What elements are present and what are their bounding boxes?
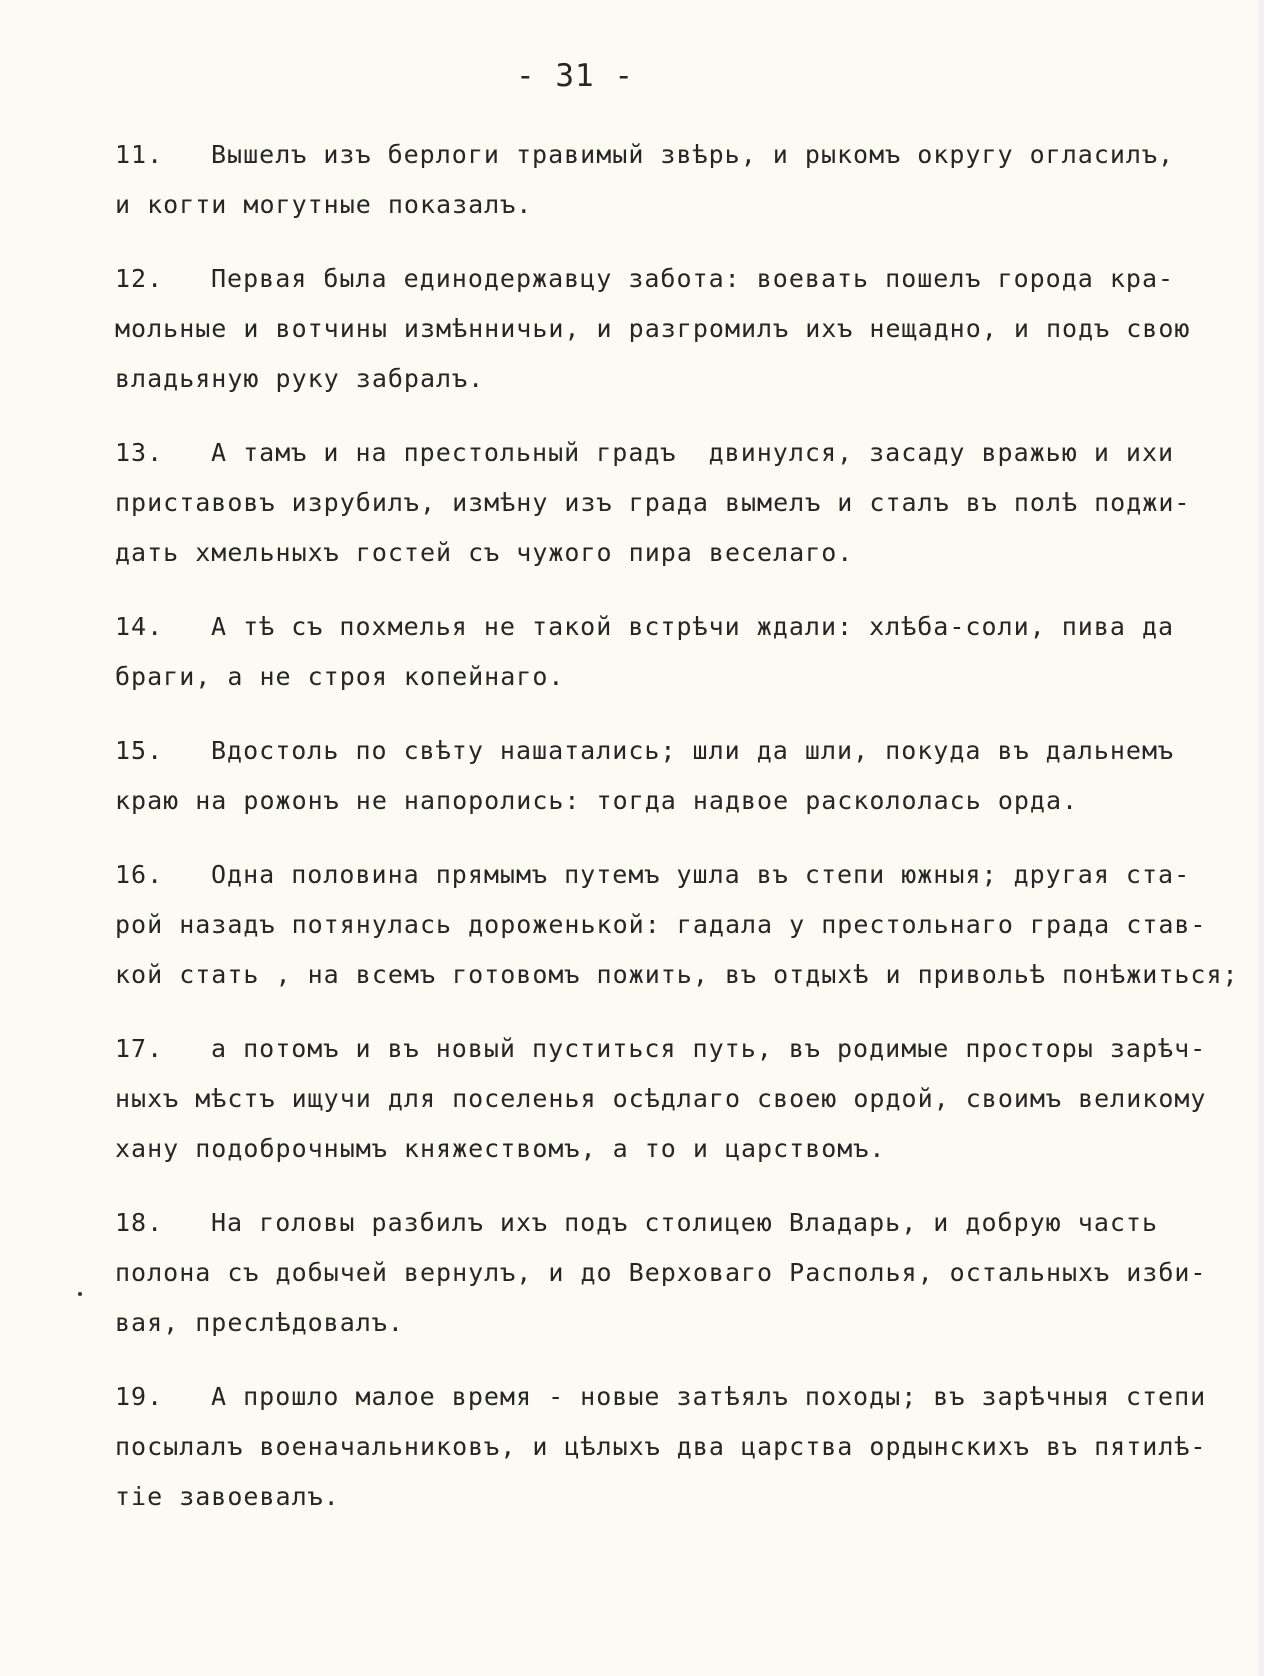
text-line: мольные и вотчины измѣнничьи, и разгромилъ ихъ нещадно, и подъ свою — [115, 314, 1191, 343]
text-line: кой стать , на всемъ готовомъ пожить, въ отдыхѣ и привольѣ понѣжиться; — [115, 960, 1239, 989]
text-line: вая, преслѣдовалъ. — [115, 1308, 404, 1337]
text-line: тіе завоевалъ. — [115, 1482, 340, 1511]
line-text: А тѣ съ похмелья не такой встрѣчи ждали: хлѣба-соли, пива да — [211, 612, 1175, 641]
paragraph-16 — [115, 850, 1240, 1000]
paragraph-number: 14. — [115, 612, 164, 641]
paragraph-17 — [115, 1024, 1240, 1174]
text-line: хану подоброчнымъ княжествомъ, а то и царствомъ. — [115, 1134, 886, 1163]
line-text: Вдостоль по свѣту нашатались; шли да шли, покуда въ дальнемъ — [211, 736, 1175, 765]
text-line: рой назадъ потянулась дороженькой: гадала у престольнаго града став- — [115, 910, 1207, 939]
paragraph-number: 19. — [115, 1382, 164, 1411]
text-line: владьяную руку забралъ. — [115, 364, 485, 393]
line-text: Вышелъ изъ берлоги травимый звѣрь, и рыкомъ округу огласилъ, — [211, 140, 1175, 169]
text-line: ныхъ мѣстъ ищучи для поселенья осѣдлаго своею ордой, своимъ великому — [115, 1084, 1207, 1113]
paragraph-14 — [115, 602, 1240, 702]
text-line — [115, 850, 1240, 900]
text-line: браги, а не строя копейнаго. — [115, 662, 565, 691]
paragraph-number: 17. — [115, 1034, 164, 1063]
text-line — [115, 130, 1240, 180]
line-text: Одна половина прямымъ путемъ ушла въ степи южныя; другая ста- — [211, 860, 1191, 889]
line-text: А тамъ и на престольный градъ двинулся, засаду вражью и ихи — [211, 438, 1175, 467]
text-line — [115, 1372, 1240, 1422]
paragraph-number: 18. — [115, 1208, 164, 1237]
ink-dot — [78, 1292, 82, 1296]
text-line: полона съ добычей вернулъ, и до Верховаго Располья, остальныхъ изби- — [115, 1258, 1207, 1287]
paragraph-number: 16. — [115, 860, 164, 889]
text-line — [115, 254, 1240, 304]
text-line: приставовъ изрубилъ, измѣну изъ града вымелъ и сталъ въ полѣ поджи- — [115, 488, 1191, 517]
line-text: На головы разбилъ ихъ подъ столицею Владарь, и добрую часть — [211, 1208, 1159, 1237]
paragraph-15 — [115, 726, 1240, 826]
text-line: и когти могутные показалъ. — [115, 190, 533, 219]
text-line — [115, 1198, 1240, 1248]
text-line — [115, 726, 1240, 776]
paragraph-19 — [115, 1372, 1240, 1522]
paragraph-12 — [115, 254, 1240, 404]
line-text: а потомъ и въ новый пуститься путь, въ родимые просторы зарѣч- — [211, 1034, 1207, 1063]
page-text — [115, 130, 1240, 1546]
text-line — [115, 1024, 1240, 1074]
text-line: посылалъ военачальниковъ, и цѣлыхъ два царства ордынскихъ въ пятилѣ- — [115, 1432, 1207, 1461]
paragraph-number: 13. — [115, 438, 164, 467]
text-line — [115, 428, 1240, 478]
page-number: - 31 - — [516, 58, 634, 94]
paragraph-number: 15. — [115, 736, 164, 765]
paragraph-13 — [115, 428, 1240, 578]
text-line: дать хмельныхъ гостей съ чужого пира веселаго. — [115, 538, 854, 567]
line-text: А прошло малое время - новые затѣялъ походы; въ зарѣчныя степи — [211, 1382, 1207, 1411]
text-line: краю на рожонъ не напоролись: тогда надвое раскололась орда. — [115, 786, 1079, 815]
line-text: Первая была единодержавцу забота: воевать пошелъ города кра- — [211, 264, 1175, 293]
paragraph-18 — [115, 1198, 1240, 1348]
paragraph-11 — [115, 130, 1240, 230]
paragraph-number: 11. — [115, 140, 164, 169]
text-line — [115, 602, 1240, 652]
paragraph-number: 12. — [115, 264, 164, 293]
